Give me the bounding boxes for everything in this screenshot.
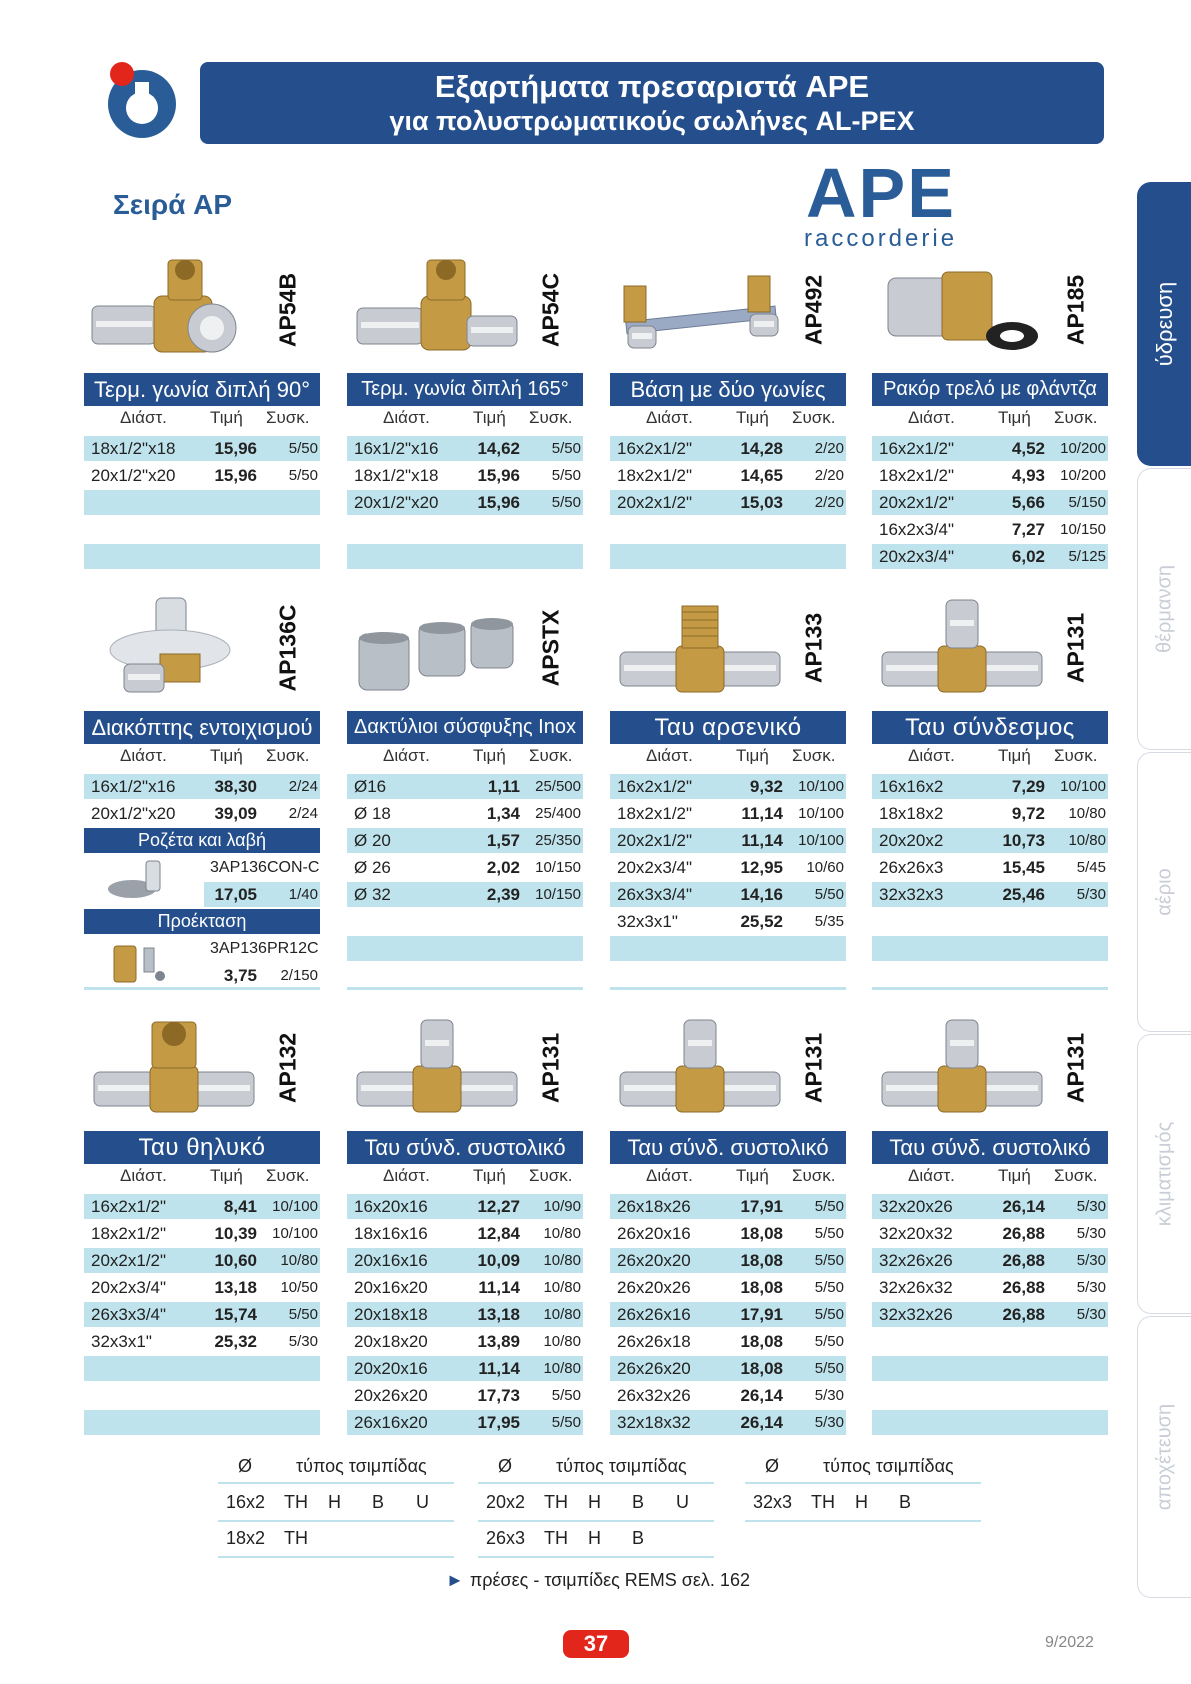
- product-image: [610, 1014, 790, 1122]
- table-row: 18x16x16 12,84 10/80: [354, 1224, 581, 1243]
- product-title: Δακτύλιοι σύσφυξης Inox: [347, 711, 583, 744]
- accessory-code-row: 3AP136PR12C: [210, 940, 319, 957]
- table-row: 26x18x26 17,91 5/50: [610, 1194, 846, 1219]
- product-title: Τερμ. γωνία διπλή 90°: [84, 373, 320, 406]
- table-row: 32x3x1" 25,32 5/30: [91, 1332, 318, 1351]
- table-row: 20x2x3/4" 13,18 10/50: [91, 1278, 318, 1297]
- legend-row: 32x3 TH H B: [745, 1486, 981, 1522]
- product-title: Ταυ αρσενικό: [610, 711, 846, 744]
- table-header: [610, 408, 846, 434]
- table-row: 18x2x1/2" 14,65 2/20: [617, 466, 844, 485]
- table-row: Ø 32 2,39 10/150: [347, 882, 583, 907]
- column-header-size: Διάστ.: [120, 1166, 167, 1185]
- table-row: 18x2x1/2" 11,14 10/100: [617, 804, 844, 823]
- product-image: [84, 1014, 264, 1122]
- table-row: [872, 936, 1108, 961]
- brand-subtitle: raccorderie: [804, 225, 958, 252]
- table-row: 18x18x2 9,72 10/80: [879, 804, 1106, 823]
- product-image: [872, 594, 1052, 702]
- column-header-pack: Συσκ.: [266, 746, 310, 765]
- product-code: AP131: [1062, 1032, 1089, 1104]
- table-header: [610, 746, 846, 772]
- product-code: AP131: [800, 1032, 827, 1104]
- product-title: Ταυ θηλυκό: [84, 1131, 320, 1164]
- column-header-price: Τιμή: [736, 408, 769, 427]
- table-row: [84, 1356, 320, 1381]
- table-row: 26x32x26 26,14 5/30: [617, 1386, 844, 1405]
- column-header-pack: Συσκ.: [529, 1166, 573, 1185]
- column-header-price: Τιμή: [736, 1166, 769, 1185]
- column-header-pack: Συσκ.: [529, 408, 573, 427]
- column-header-price: Τιμή: [210, 746, 243, 765]
- table-row: 20x2x1/2" 11,14 10/100: [610, 828, 846, 853]
- table-row: 20x2x1/2" 15,03 2/20: [610, 490, 846, 515]
- table-row: [610, 544, 846, 569]
- table-header: [347, 408, 583, 434]
- product-title: Ρακόρ τρελό με φλάντζα: [872, 373, 1108, 406]
- column-header-price: Τιμή: [473, 408, 506, 427]
- table-row: 32x32x3 25,46 5/30: [872, 882, 1108, 907]
- page-subtitle: για πολυστρωματικούς σωλήνες AL-PEX: [389, 106, 915, 136]
- column-header-pack: Συσκ.: [266, 1166, 310, 1185]
- table-row: [872, 1356, 1108, 1381]
- table-row: [84, 490, 320, 515]
- product-title: Ταυ σύνδεσμος: [872, 711, 1108, 744]
- column-header-price: Τιμή: [736, 746, 769, 765]
- table-row: 16x1/2"x16 38,30 2/24: [84, 774, 320, 799]
- section-divider: [872, 987, 1108, 990]
- tab-drainage[interactable]: αποχέτευση: [1137, 1316, 1191, 1598]
- table-row: [84, 1383, 320, 1408]
- table-row: [84, 517, 320, 542]
- column-header-size: Διάστ.: [646, 746, 693, 765]
- legend-row: 16x2 TH H B U: [218, 1486, 454, 1522]
- legend-row: 20x2 TH H B U: [478, 1486, 714, 1522]
- product-code: AP132: [274, 1032, 301, 1104]
- tab-gas[interactable]: αέριο: [1137, 752, 1191, 1032]
- table-row: 18x2x1/2" 4,93 10/200: [879, 466, 1106, 485]
- column-header-price: Τιμή: [210, 1166, 243, 1185]
- legend-header-diameter: Ø: [238, 1456, 253, 1476]
- product-image: [610, 256, 790, 364]
- table-row: 32x18x32 26,14 5/30: [610, 1410, 846, 1435]
- table-header: [610, 1166, 846, 1192]
- table-row: 26x16x20 17,95 5/50: [347, 1410, 583, 1435]
- table-row: 20x2x1/2" 5,66 5/150: [872, 490, 1108, 515]
- company-logo: [102, 60, 182, 140]
- table-row: 26x20x16 18,08 5/50: [617, 1224, 844, 1243]
- table-row: 18x1/2"x18 15,96 5/50: [354, 466, 581, 485]
- product-code: AP54C: [537, 272, 564, 348]
- table-row: [872, 1410, 1108, 1435]
- legend-row: 26x3 TH H B: [478, 1522, 714, 1558]
- table-row: 18x2x1/2" 10,39 10/100: [91, 1224, 318, 1243]
- table-header: [872, 408, 1108, 434]
- product-image: [872, 1014, 1052, 1122]
- column-header-pack: Συσκ.: [1054, 746, 1098, 765]
- press-tools-note[interactable]: ► πρέσες - τσιμπίδες REMS σελ. 162: [446, 1570, 750, 1590]
- table-row: [347, 909, 583, 934]
- page-title-bar: [200, 62, 1104, 144]
- column-header-price: Τιμή: [998, 408, 1031, 427]
- table-row: Ø 18 1,34 25/400: [354, 804, 581, 823]
- product-image: [84, 594, 264, 702]
- table-header: [872, 746, 1108, 772]
- table-row: 20x18x20 13,89 10/80: [354, 1332, 581, 1351]
- table-row: [872, 1329, 1108, 1354]
- product-image: [610, 594, 790, 702]
- product-title: Διακόπτης εντοιχισμού: [84, 711, 320, 744]
- column-header-size: Διάστ.: [908, 746, 955, 765]
- table-row: 20x16x20 11,14 10/80: [354, 1278, 581, 1297]
- legend-header-diameter: Ø: [765, 1456, 780, 1476]
- table-row: 32x20x32 26,88 5/30: [879, 1224, 1106, 1243]
- product-image: [872, 256, 1052, 364]
- table-row: [610, 517, 846, 542]
- accessory-price-row: 3,75 2/150: [223, 966, 318, 985]
- table-row: 16x2x3/4" 7,27 10/150: [879, 520, 1106, 539]
- product-code: AP54B: [274, 272, 301, 348]
- table-row: 20x1/2"x20 39,09 2/24: [91, 804, 318, 823]
- column-header-size: Διάστ.: [383, 1166, 430, 1185]
- edition-date: 9/2022: [1045, 1634, 1094, 1651]
- product-title: Ταυ σύνδ. συστολικό: [347, 1131, 583, 1164]
- product-code: AP131: [537, 1032, 564, 1104]
- column-header-size: Διάστ.: [383, 746, 430, 765]
- table-row: 20x20x2 10,73 10/80: [872, 828, 1108, 853]
- table-row: 20x20x16 11,14 10/80: [347, 1356, 583, 1381]
- column-header-pack: Συσκ.: [792, 408, 836, 427]
- table-row: 16x1/2"x16 14,62 5/50: [347, 436, 583, 461]
- accessory-title: Προέκταση: [84, 909, 320, 934]
- ape-brand-logo: [804, 154, 976, 252]
- table-row: 26x3x3/4" 15,74 5/50: [84, 1302, 320, 1327]
- accessory-code-row: 3AP136CON-C: [210, 859, 320, 876]
- column-header-size: Διάστ.: [908, 1166, 955, 1185]
- table-row: 32x3x1" 25,52 5/35: [617, 912, 844, 931]
- accessory-title: Ροζέτα και λαβή: [84, 828, 320, 853]
- table-row: Ø 26 2,02 10/150: [354, 858, 581, 877]
- table-row: 16x2x1/2" 8,41 10/100: [84, 1194, 320, 1219]
- section-divider: [610, 987, 846, 990]
- column-header-size: Διάστ.: [646, 1166, 693, 1185]
- table-header: [84, 408, 320, 434]
- column-header-price: Τιμή: [473, 746, 506, 765]
- table-row: 32x26x32 26,88 5/30: [879, 1278, 1106, 1297]
- table-row: 16x2x1/2" 14,28 2/20: [610, 436, 846, 461]
- table-header: [872, 1166, 1108, 1192]
- legend-header-jaw-type: τύπος τσιμπίδας: [556, 1456, 687, 1476]
- table-row: [347, 517, 583, 542]
- table-row: 16x20x16 12,27 10/90: [347, 1194, 583, 1219]
- brand-name: APE: [806, 154, 956, 232]
- legend-divider: [218, 1482, 454, 1484]
- table-row: 20x2x3/4" 6,02 5/125: [872, 544, 1108, 569]
- table-header: [347, 746, 583, 772]
- table-row: [872, 1383, 1108, 1408]
- column-header-size: Διάστ.: [383, 408, 430, 427]
- product-image: [347, 256, 527, 364]
- table-row: Ø 20 1,57 25/350: [347, 828, 583, 853]
- column-header-price: Τιμή: [473, 1166, 506, 1185]
- product-code: AP185: [1062, 274, 1089, 346]
- product-code: AP131: [1062, 612, 1089, 684]
- column-header-pack: Συσκ.: [529, 746, 573, 765]
- product-image: [347, 1014, 527, 1122]
- table-row: 20x1/2"x20 15,96 5/50: [347, 490, 583, 515]
- table-header: [347, 1166, 583, 1192]
- table-row: 16x2x1/2" 4,52 10/200: [872, 436, 1108, 461]
- table-row: [84, 1410, 320, 1435]
- legend-header-diameter: Ø: [498, 1456, 513, 1476]
- table-row: 26x20x26 18,08 5/50: [617, 1278, 844, 1297]
- table-row: [84, 544, 320, 569]
- table-row: 20x18x18 13,18 10/80: [347, 1302, 583, 1327]
- legend-row: 18x2 TH: [218, 1522, 454, 1558]
- column-header-size: Διάστ.: [120, 746, 167, 765]
- table-row: 16x2x1/2" 9,32 10/100: [610, 774, 846, 799]
- column-header-size: Διάστ.: [120, 408, 167, 427]
- legend-divider: [745, 1482, 981, 1484]
- table-row: 26x3x3/4" 14,16 5/50: [610, 882, 846, 907]
- section-divider: [84, 987, 320, 990]
- product-title: Βάση με δύο γωνίες: [610, 373, 846, 406]
- table-row: [347, 936, 583, 961]
- product-code: AP492: [800, 274, 827, 346]
- legend-header-jaw-type: τύπος τσιμπίδας: [823, 1456, 954, 1476]
- product-code: AP136C: [274, 604, 301, 692]
- table-row: 32x26x26 26,88 5/30: [872, 1248, 1108, 1273]
- product-code: APSTX: [537, 609, 564, 687]
- table-row: 26x26x16 17,91 5/50: [610, 1302, 846, 1327]
- tab-water[interactable]: ύδρευση: [1137, 182, 1191, 466]
- table-row: 20x2x1/2" 10,60 10/80: [84, 1248, 320, 1273]
- column-header-size: Διάστ.: [908, 408, 955, 427]
- table-row: 26x26x18 18,08 5/50: [617, 1332, 844, 1351]
- product-image: [347, 594, 527, 702]
- table-row: 18x1/2"x18 15,96 5/50: [84, 436, 320, 461]
- tab-air-conditioning[interactable]: κλιματισμός: [1137, 1034, 1191, 1314]
- table-row: [347, 544, 583, 569]
- table-row: 26x26x20 18,08 5/50: [610, 1356, 846, 1381]
- table-row: Ø16 1,11 25/500: [347, 774, 583, 799]
- table-row: 20x16x16 10,09 10/80: [347, 1248, 583, 1273]
- product-title: Ταυ σύνδ. συστολικό: [610, 1131, 846, 1164]
- table-row: 16x16x2 7,29 10/100: [872, 774, 1108, 799]
- table-row: 26x20x20 18,08 5/50: [610, 1248, 846, 1273]
- series-heading: Σειρά AP: [113, 189, 233, 220]
- table-row: 32x32x26 26,88 5/30: [872, 1302, 1108, 1327]
- column-header-price: Τιμή: [210, 408, 243, 427]
- column-header-pack: Συσκ.: [266, 408, 310, 427]
- tab-heating[interactable]: θέρμανση: [1137, 468, 1191, 750]
- table-row: 20x2x3/4" 12,95 10/60: [617, 858, 844, 877]
- section-divider: [347, 987, 583, 990]
- column-header-price: Τιμή: [998, 1166, 1031, 1185]
- table-row: 20x26x20 17,73 5/50: [354, 1386, 581, 1405]
- table-row: 26x26x3 15,45 5/45: [879, 858, 1106, 877]
- product-image: [84, 256, 264, 364]
- accessory-price-row: 17,05 1/40: [84, 882, 320, 907]
- column-header-size: Διάστ.: [646, 408, 693, 427]
- column-header-pack: Συσκ.: [792, 746, 836, 765]
- product-code: AP133: [800, 612, 827, 684]
- table-row: [872, 909, 1108, 934]
- product-title: Ταυ σύνδ. συστολικό: [872, 1131, 1108, 1164]
- page-number: 37: [563, 1630, 629, 1658]
- table-header: [84, 1166, 320, 1192]
- table-row: 32x20x26 26,14 5/30: [872, 1194, 1108, 1219]
- table-row: [610, 936, 846, 961]
- table-header: [84, 746, 320, 772]
- legend-divider: [478, 1482, 714, 1484]
- product-title: Τερμ. γωνία διπλή 165°: [347, 373, 583, 406]
- column-header-pack: Συσκ.: [792, 1166, 836, 1185]
- legend-header-jaw-type: τύπος τσιμπίδας: [296, 1456, 427, 1476]
- arrow-right-icon: ►: [446, 1570, 464, 1590]
- column-header-pack: Συσκ.: [1054, 1166, 1098, 1185]
- table-row: 20x1/2"x20 15,96 5/50: [91, 466, 318, 485]
- column-header-pack: Συσκ.: [1054, 408, 1098, 427]
- page-title: Εξαρτήματα πρεσαριστά APE: [434, 69, 870, 104]
- column-header-price: Τιμή: [998, 746, 1031, 765]
